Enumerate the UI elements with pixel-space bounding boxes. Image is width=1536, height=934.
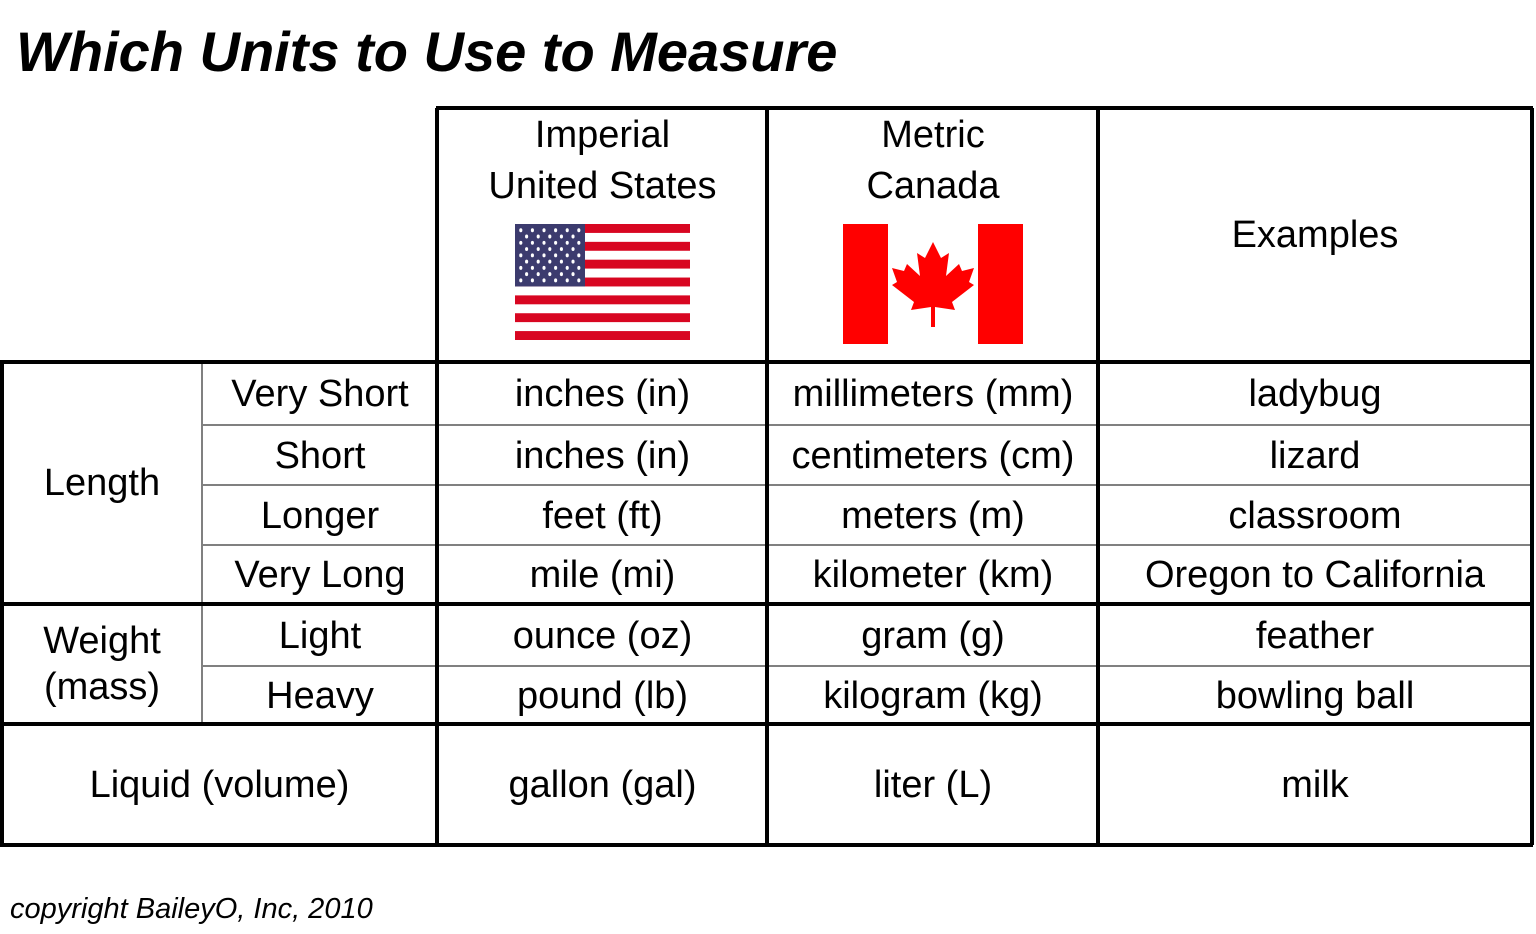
table-cell-size: Heavy [266,674,374,717]
table-cell-imperial: pound (lb) [516,674,689,717]
group-liquid: Liquid (volume) [89,763,350,806]
table-cell-imperial: inches (in) [514,373,691,415]
header-imperial [439,110,766,360]
group-weight [4,606,200,722]
table-cell-imperial: mile (mi) [529,554,676,596]
copyright-notice: copyright BaileyO, Inc, 2010 [10,893,373,925]
table-cell-metric: gram (g) [861,614,1005,657]
header-examples: Examples [1231,214,1399,256]
header-imperial-line1: Imperial [534,114,671,156]
table-cell-size: Very Long [234,554,406,596]
table-cell-imperial: feet (ft) [542,494,663,537]
table-cell-example: ladybug [1248,373,1382,415]
table-cell-metric: meters (m) [841,494,1025,537]
liquid-example: milk [1281,763,1349,806]
table-cell-example: lizard [1269,434,1361,477]
group-weight-line1: Weight [43,620,161,662]
header-metric-line2: Canada [866,165,1000,207]
liquid-imperial: gallon (gal) [508,763,697,806]
table-cell-example: feather [1255,614,1375,657]
table-cell-size: Longer [260,494,380,537]
table-cell-example: bowling ball [1215,674,1415,717]
header-metric [769,110,1097,360]
liquid-metric: liter (L) [873,763,993,806]
table-cell-size: Short [274,434,366,477]
table-cell-size: Very Short [231,373,409,415]
canada-flag-icon [843,224,1023,344]
table-cell-metric: kilogram (kg) [823,674,1043,717]
group-weight-line2: (mass) [43,666,161,708]
table-cell-imperial: inches (in) [514,434,691,477]
table-cell-metric: kilometer (km) [812,554,1054,596]
table-cell-metric: centimeters (cm) [791,434,1075,477]
table-cell-metric: millimeters (mm) [792,373,1074,415]
table-cell-size: Light [278,614,362,657]
table-cell-example: classroom [1228,494,1402,537]
group-length: Length [43,462,161,504]
us-flag-icon [515,224,690,340]
header-imperial-line2: United States [488,165,717,207]
table-cell-imperial: ounce (oz) [512,614,693,657]
page-title: Which Units to Use to Measure [16,20,838,83]
header-metric-line1: Metric [881,114,985,156]
table-cell-example: Oregon to California [1144,554,1486,596]
